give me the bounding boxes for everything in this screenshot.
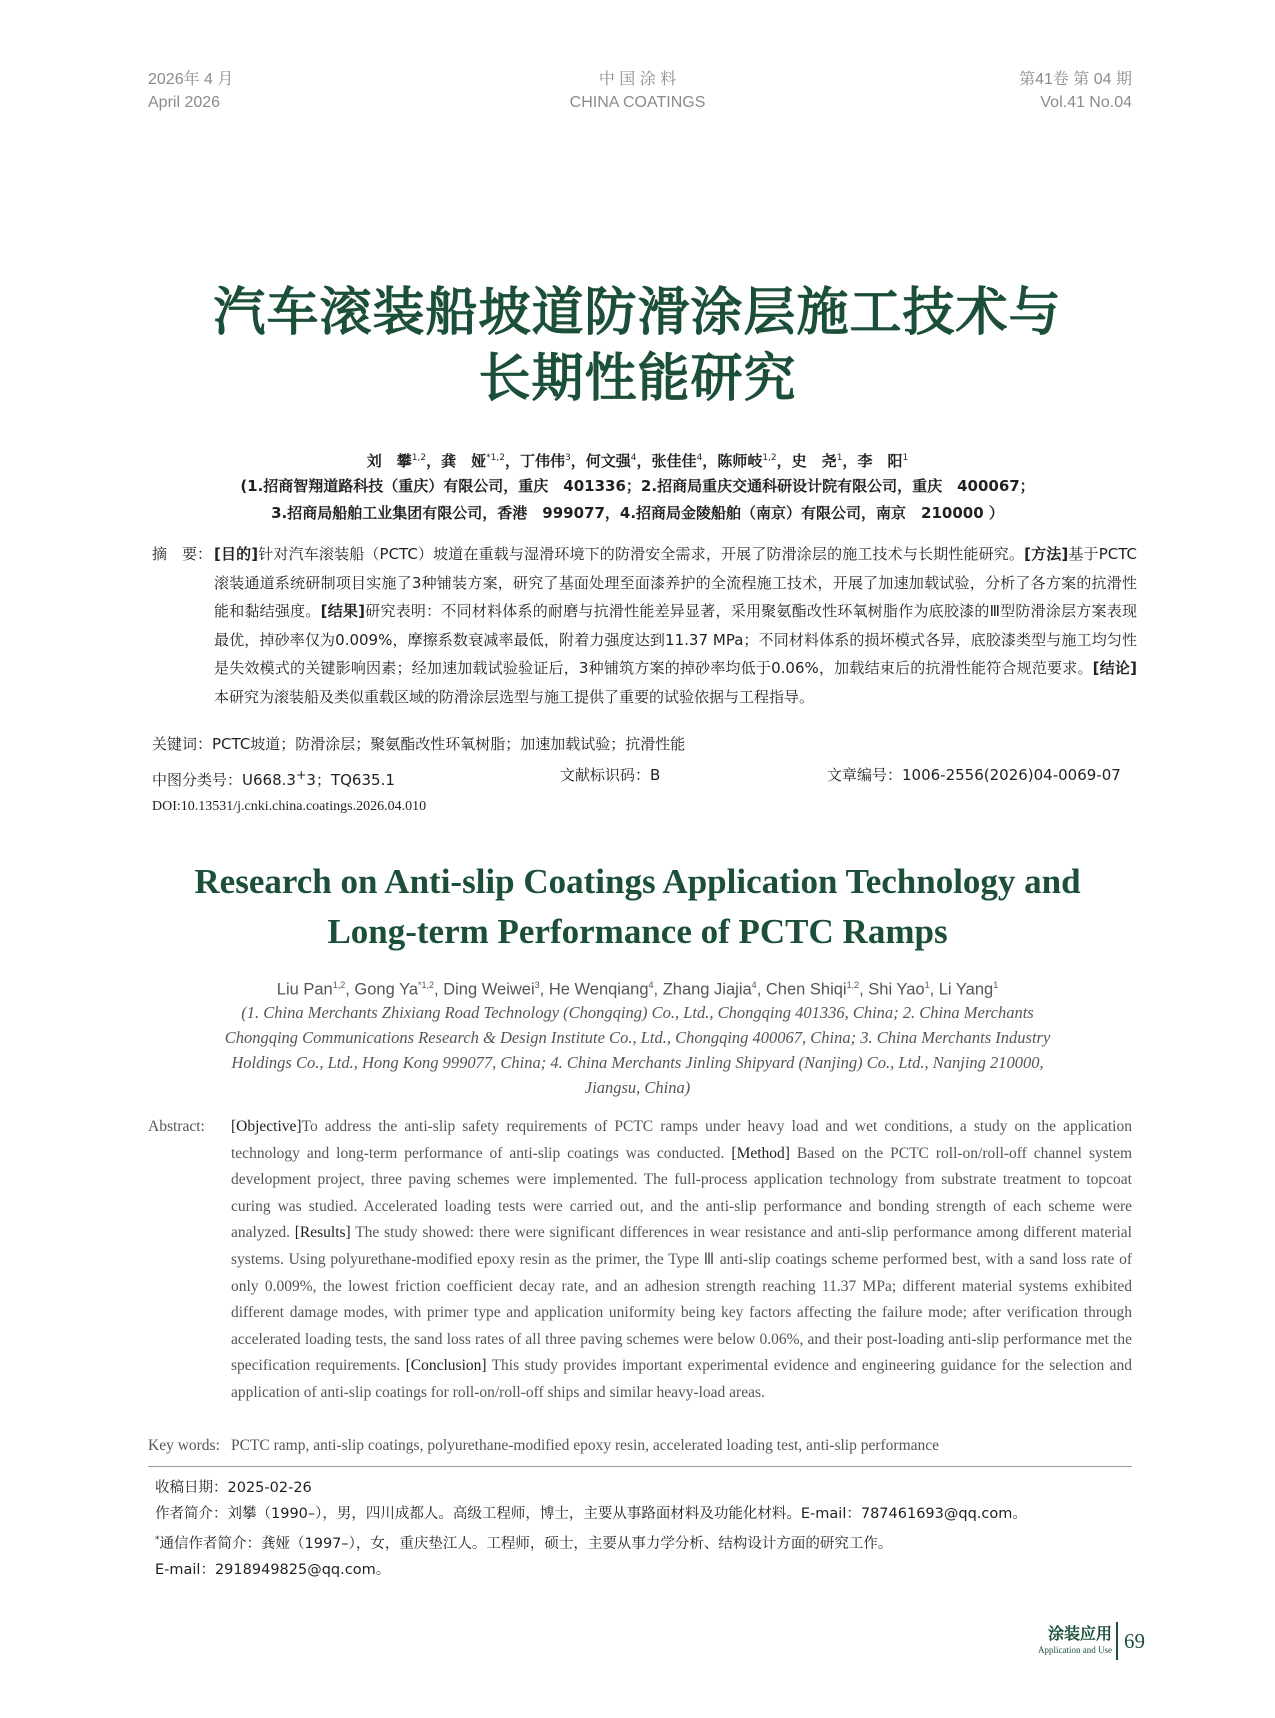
doi: DOI:10.13531/j.cnki.china.coatings.2026.04.010 (152, 799, 427, 814)
cn-author-name: 张佳佳 (651, 452, 697, 470)
cn-title (0, 280, 1275, 412)
footnotes (155, 1475, 1027, 1583)
en-author-name: Chen Shiqi (765, 980, 847, 999)
cn-author-separator: ， (776, 452, 792, 470)
page-number: 69 (1124, 1629, 1145, 1653)
en-affiliation-line: (1. China Merchants Zhixiang Road Technology (Chongqing) Co., Ltd., Chongqing 401336, China; 2. China Merchants (241, 1003, 1034, 1022)
en-conclusion-tag: [Conclusion] (405, 1357, 487, 1375)
cn-author-name: 刘 攀 (366, 452, 412, 470)
en-author-affiliation-mark: 4 (751, 980, 757, 990)
cn-abstract-body (214, 540, 1137, 711)
en-title (0, 857, 1275, 957)
en-author-separator: , (345, 980, 355, 999)
cn-keywords-text: PCTC坡道；防滑涂层；聚氨酯改性环氧树脂；加速加载试验；抗滑性能 (212, 735, 686, 753)
article-number: 文章编号：1006-2556(2026)04-0069-07 (827, 766, 1121, 784)
en-title-line-2: Long-term Performance of PCTC Ramps (327, 912, 948, 951)
en-objective-text: To address the anti-slip safety requirements of PCTC ramps under heavy load and wet conditions, a study on the application technology and long-term performance of anti-slip coatings was conducted. (231, 1118, 1132, 1162)
clc-main: U668.3 (242, 771, 296, 789)
en-author-separator: , (929, 980, 939, 999)
section-label-cn: 涂装应用 (1047, 1624, 1112, 1643)
cn-abstract-label: 摘 要： (152, 545, 213, 563)
en-objective-tag: [Objective] (231, 1118, 302, 1135)
cn-affiliations (0, 473, 1275, 527)
en-author-name: Shi Yao (868, 980, 925, 999)
clc-rest: 3；TQ635.1 (306, 771, 395, 789)
cn-author-affiliation-mark: 4 (696, 453, 703, 463)
en-abstract (148, 1114, 1132, 1407)
cn-objective-text: 针对汽车滚装船（PCTC）坡道在重载与湿滑环境下的防滑安全需求，开展了防滑涂层的施工技术与长期性能研究。 (258, 545, 1025, 563)
running-header-right (1019, 68, 1132, 114)
cn-author-separator: ， (702, 452, 718, 470)
en-author-affiliation-mark: 1 (924, 980, 930, 990)
corresponding-author-text: 通信作者简介：龚娅（1997–），女，重庆垫江人。工程师，硕士，主要从事力学分析、结构设计方面的研究工作。 (159, 1535, 893, 1552)
clc-sup: + (295, 767, 307, 782)
en-keywords-text: PCTC ramp, anti-slip coatings, polyurethane-modified epoxy resin, accelerated loading test, anti-slip performance (231, 1437, 940, 1454)
en-author-affiliation-mark: 1 (993, 980, 999, 990)
received-date: 收稿日期：2025-02-26 (155, 1480, 312, 1496)
en-author-name: Liu Pan (276, 980, 333, 999)
volume-issue-cn: 第41卷 第 04 期 (1019, 71, 1132, 88)
en-author-affiliation-mark: 3 (534, 980, 540, 990)
en-author-affiliation-mark: 1,2 (332, 980, 346, 990)
cn-author-name: 何文强 (585, 452, 631, 470)
journal-name-en: CHINA COATINGS (569, 94, 706, 111)
en-title-line-1: Research on Anti-slip Coatings Application Technology and (194, 862, 1081, 901)
en-affiliations (0, 1000, 1275, 1100)
en-results-tag: [Results] (294, 1224, 351, 1242)
clc-label: 中图分类号： (152, 771, 243, 789)
cn-author-name: 龚 娅 (441, 452, 487, 470)
cn-author-separator: ， (842, 452, 858, 470)
cn-author-affiliation-mark: 1,2 (411, 453, 427, 463)
cn-method-tag: [方法] (1024, 545, 1069, 563)
en-affiliation-line: Chongqing Communications Research & Design Institute Co., Ltd., Chongqing 400067, China; 3. China Merchants Industry (224, 1028, 1051, 1047)
cn-abstract (152, 540, 1137, 711)
en-author-separator: , (539, 980, 549, 999)
cn-author-affiliation-mark: 3 (565, 453, 571, 463)
en-author-name: He Wenqiang (548, 980, 649, 999)
cn-author-affiliation-mark: *1,2 (486, 453, 505, 463)
cn-conclusion-text: 本研究为滚装船及类似重载区域的防滑涂层选型与施工提供了重要的试验依据与工程指导。 (214, 687, 815, 706)
en-abstract-body (231, 1114, 1132, 1407)
en-author-affiliation-mark: 4 (648, 980, 654, 990)
en-author-name: Gong Ya (354, 980, 419, 999)
en-conclusion-text: This study provides important experimental evidence and engineering guidance for the selection and application of anti-slip coatings for roll-on/roll-off ships and similar heavy-load areas. (231, 1357, 1132, 1401)
en-author-affiliation-mark: 1,2 (846, 980, 860, 990)
document-code: 文献标识码：B (560, 766, 661, 784)
corresponding-author-email: E-mail：2918949825@qq.com。 (155, 1561, 391, 1578)
cn-affiliation-line: 3.招商局船舶工业集团有限公司，香港 999077，4.招商局金陵船舶（南京）有限公司，南京 210000 ） (271, 504, 1004, 522)
cn-author-name: 史 尧 (791, 452, 837, 470)
volume-issue-en: Vol.41 No.04 (1040, 94, 1132, 111)
en-author-name: Zhang Jiajia (662, 980, 752, 999)
cn-author-affiliation-mark: 1 (902, 453, 909, 463)
en-author-separator: , (756, 980, 766, 999)
cn-author-separator: ， (505, 452, 521, 470)
journal-name-cn: 中 国 涂 料 (598, 71, 677, 88)
cn-conclusion-tag: [结论] (1092, 659, 1137, 677)
cn-title-line-2: 长期性能研究 (478, 349, 797, 409)
footnote-divider (148, 1466, 1132, 1467)
en-author-list (0, 973, 1275, 1002)
en-author-separator: , (653, 980, 663, 999)
cn-author-affiliation-mark: 1,2 (762, 453, 777, 463)
corresponding-mark: * (155, 1535, 160, 1545)
cn-keywords-label: 关键词： (152, 735, 213, 753)
cn-author-affiliation-mark: 1 (836, 453, 843, 463)
en-author-name: Li Yang (938, 980, 994, 999)
corresponding-author-bio (155, 1527, 1027, 1557)
cn-title-line-1: 汽车滚装船坡道防滑涂层施工技术与 (213, 283, 1062, 343)
cn-method-text: 基于PCTC滚装通道系统研制项目实施了3种铺装方案，研究了基面处理至面漆养护的全流程施工技术，开展了加速加载试验，分析了各方案的抗滑性能和黏结强度。 (214, 545, 1137, 620)
cn-results-text: 研究表明：不同材料体系的耐磨与抗滑性能差异显著，采用聚氨酯改性环氧树脂作为底胶漆的Ⅲ型防滑涂层方案表现最优，掉砂率仅为0.009%，摩擦系数衰减率最低，附着力强度达到11.37 MPa；不同材料体系的损坏模式各异，底胶漆类型与施工均匀性是失效模式的关键影响因素；经加速加载试验验证后，3种铺筑方案的掉砂率均低于0.06%，加载结束后的抗滑性能符合规范要求。 (214, 602, 1137, 677)
cn-keywords (152, 732, 685, 756)
en-abstract-label: Abstract: (148, 1118, 205, 1135)
cn-author-separator: ， (636, 452, 652, 470)
cn-affiliation-line: (1.招商智翔道路科技（重庆）有限公司，重庆 401336；2.招商局重庆交通科研设计院有限公司，重庆 400067； (240, 477, 1035, 495)
en-keywords (148, 1434, 939, 1458)
cn-author-name: 李 阳 (857, 452, 903, 470)
en-method-text: Based on the PCTC roll-on/roll-off channel system development project, three paving schemes were implemented. The full-process application technology from substrate treatment to topcoat curing was studied. Accelerated loading tests were carried out, and the anti-slip performance and bonding strength of each scheme were analyzed. (231, 1144, 1133, 1242)
en-author-affiliation-mark: *1,2 (418, 980, 435, 990)
en-method-tag: [Method] (731, 1144, 790, 1162)
footer-divider-bar (1116, 1622, 1118, 1660)
en-affiliation-line: Jiangsu, China) (584, 1078, 691, 1097)
cn-author-separator: ， (426, 452, 442, 470)
en-affiliation-line: Holdings Co., Ltd., Hong Kong 999077, China; 4. China Merchants Jinling Shipyard (Nanjing) Co., Ltd., Nanjing 210000, (231, 1053, 1044, 1072)
cn-author-name: 丁伟伟 (520, 452, 566, 470)
section-label (1038, 1624, 1112, 1657)
cn-author-list (0, 446, 1275, 474)
en-results-text: The study showed: there were significant differences in wear resistance and anti-slip performance among different material systems. Using polyurethane-modified epoxy resin as the primer, the Type Ⅲ anti-slip coatings scheme performed best, with a sand loss rate of only 0.009%, the lowest friction coefficient decay rate, and an adhesion strength reaching 11.37 MPa; different material systems exhibited different damage modes, with primer type and application uniformity being key factors affecting the failure mode; after verification through accelerated loading tests, the sand loss rates of all three paving schemes were below 0.06%, and their post-loading anti-slip performance met the specification requirements. (231, 1224, 1132, 1375)
author-bio: 作者简介：刘攀（1990–），男，四川成都人。高级工程师，博士，主要从事路面材料及功能化材料。E-mail：787461693@qq.com。 (155, 1506, 1027, 1522)
issue-date-en: April 2026 (148, 94, 221, 111)
en-author-separator: , (434, 980, 444, 999)
clc-number (152, 763, 395, 792)
cn-objective-tag: [目的] (214, 545, 259, 563)
section-label-en: Application and Use (1038, 1645, 1112, 1655)
issue-date-cn: 2026年 4 月 (148, 71, 234, 88)
cn-author-affiliation-mark: 4 (630, 453, 637, 463)
cn-author-name: 陈师岐 (717, 452, 763, 470)
en-keywords-label: Key words: (148, 1437, 220, 1454)
cn-results-tag: [结果] (320, 602, 366, 620)
en-author-separator: , (859, 980, 869, 999)
en-author-name: Ding Weiwei (443, 980, 535, 999)
cn-author-separator: ， (570, 452, 586, 470)
